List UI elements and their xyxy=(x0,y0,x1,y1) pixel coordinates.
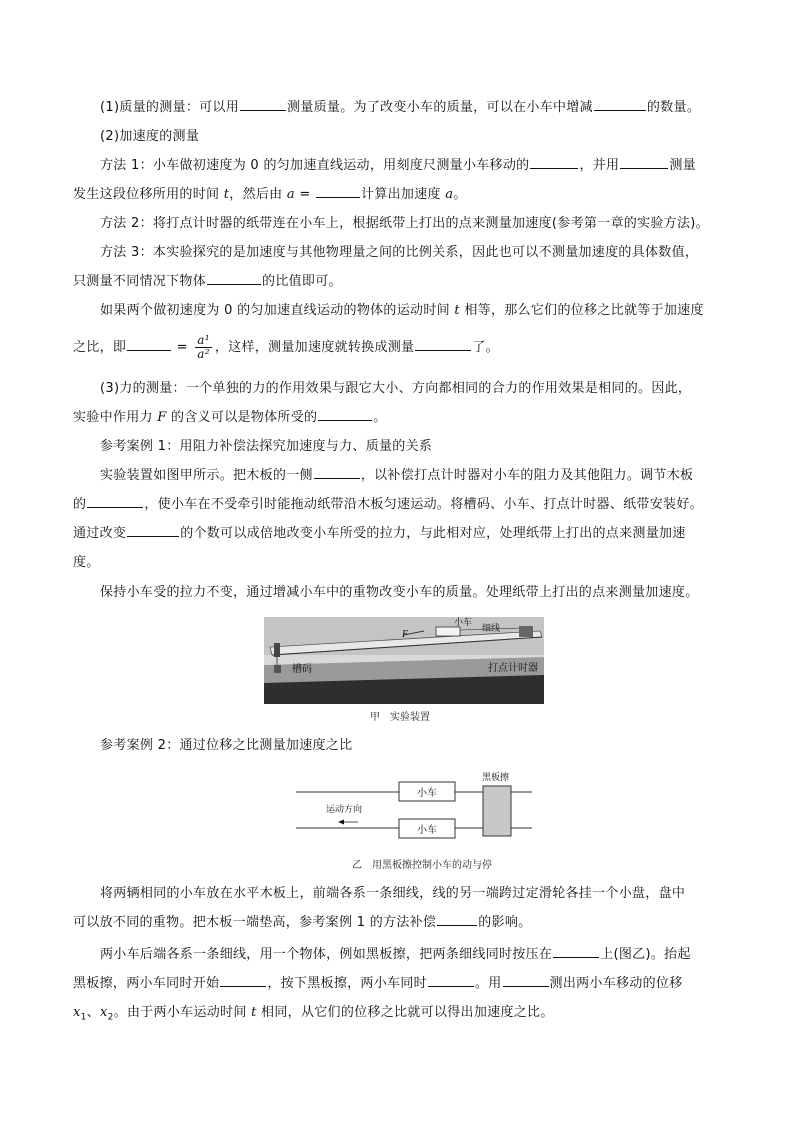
symbol: a xyxy=(286,187,295,202)
text: 只测量不同情况下物体 xyxy=(73,274,207,289)
text: 、 xyxy=(86,1005,100,1020)
text: ，按下黑板擦，两小车同时 xyxy=(267,976,427,991)
text: ，使小车在不受牵引时能拖动纸带沿木板匀速运动。将槽码、小车、打点计时器、纸带安装好。 xyxy=(144,497,703,512)
text: 。 xyxy=(373,410,387,425)
blank xyxy=(318,406,372,421)
text: 测量 xyxy=(669,158,696,173)
text: 的数量。 xyxy=(646,100,701,115)
case2-title: 参考案例 2：通过位移之比测量加速度之比 xyxy=(100,738,353,753)
text: 。用 xyxy=(474,976,502,991)
rope-label: 细线 xyxy=(482,624,501,634)
symbol: x xyxy=(99,1005,108,1020)
blank xyxy=(553,943,599,958)
text: ，然后由 xyxy=(229,187,287,202)
text: = xyxy=(172,340,193,355)
car-label: 小车 xyxy=(454,618,473,628)
para-a-line2 xyxy=(73,910,531,936)
text: 。由于两小车运动时间 xyxy=(113,1005,252,1020)
text: 方法 1：小车做初速度为 0 的匀加速直线运动，用刻度尺测量小车移动的 xyxy=(100,158,530,173)
force-line1: (3)力的测量：一个单独的力的作用效果与跟它大小、方向都相同的合力的作用效果是相同的。因此， xyxy=(100,381,692,396)
method3-line2 xyxy=(73,269,342,295)
text: 相等，那么它们的位移之比就等于加速度 xyxy=(459,303,704,318)
eraser-block xyxy=(483,786,511,836)
eraser-label: 黑板擦 xyxy=(482,773,510,783)
blank xyxy=(594,96,646,111)
case1-line3 xyxy=(73,521,686,547)
text: 的个数可以成倍地改变小车所受的拉力，与此相对应，处理纸带上打出的点来测量加速 xyxy=(180,526,686,541)
case1-line5: 保持小车受的拉力不变，通过增减小车中的重物改变小车的质量。处理纸带上打出的点来测量加速度。 xyxy=(100,585,699,600)
fraction-denominator: a² xyxy=(197,347,210,361)
para-b-line2 xyxy=(73,971,683,997)
text: 实验中作用力 xyxy=(73,410,158,425)
case1-line2 xyxy=(73,492,703,518)
text: 相同，从它们的位移之比就可以得出加速度之比。 xyxy=(256,1005,554,1020)
case1-line1 xyxy=(100,463,693,489)
text: 测出两小车移动的位移 xyxy=(549,976,683,991)
text: 通过改变 xyxy=(73,526,127,541)
para-b-line3 xyxy=(73,1000,554,1031)
text: 。 xyxy=(453,187,467,202)
text: 的影响。 xyxy=(478,915,532,930)
symbol: t xyxy=(223,187,230,202)
case1-line4: 度。 xyxy=(73,555,100,570)
text: 测量质量。为了改变小车的质量，可以在小车中增减 xyxy=(287,100,593,115)
text: 的含义可以是物体所受的 xyxy=(166,410,318,425)
method2-line: 方法 2：将打点计时器的纸带连在小车上，根据纸带上打出的点来测量加速度(参考第一章的实验方法)。 xyxy=(100,216,709,231)
arrow-head-icon xyxy=(338,820,344,825)
ratio-line1 xyxy=(100,298,704,324)
figure1-caption: 甲 实验装置 xyxy=(370,712,430,723)
text: 发生这段位移所用的时间 xyxy=(73,187,224,202)
text: 的比值即可。 xyxy=(262,274,342,289)
force-label: F xyxy=(402,629,409,640)
text: 之比，即 xyxy=(73,340,127,355)
para-a-line1: 将两辆相同的小车放在水平木板上，前端各系一条细线，线的另一端跨过定滑轮各挂一个小盘，盘中 xyxy=(100,886,686,901)
text: 如果两个做初速度为 0 的匀加速直线运动的物体的运动时间 xyxy=(100,303,455,318)
text: = xyxy=(294,187,316,202)
fraction xyxy=(195,334,212,361)
subscript: 2 xyxy=(107,1012,114,1023)
accel-heading: (2)加速度的测量 xyxy=(100,129,200,144)
text: 上(图乙)。抬起 xyxy=(600,947,691,962)
text: 两小车后端各系一条细线，用一个物体，例如黑板擦，把两条细线同时按压在 xyxy=(100,947,553,962)
blank xyxy=(127,522,179,537)
para-b-line1 xyxy=(100,942,691,968)
text: ，并用 xyxy=(579,158,620,173)
text: 的 xyxy=(73,497,87,512)
text: ，以补偿打点计时器对小车的阻力及其他阻力。调节木板 xyxy=(360,468,694,483)
blank xyxy=(314,464,360,479)
blank xyxy=(240,96,286,111)
case1-title: 参考案例 1：用阻力补偿法探究加速度与力、质量的关系 xyxy=(100,439,433,454)
blank xyxy=(530,154,578,169)
text: (1)质量的测量：可以用 xyxy=(100,100,240,115)
blank xyxy=(316,183,360,198)
timer-label: 打点计时器 xyxy=(488,663,538,674)
direction-label: 运动方向 xyxy=(326,805,363,815)
symbol: a xyxy=(445,187,454,202)
fraction-numerator: a¹ xyxy=(197,333,210,347)
blank xyxy=(207,270,261,285)
eraser-control-diagram xyxy=(296,770,532,844)
blank xyxy=(220,972,266,987)
symbol: x xyxy=(73,1005,81,1020)
blank xyxy=(437,911,477,926)
apparatus-illustration xyxy=(264,617,544,704)
text: ，这样，测量加速度就转换成测量 xyxy=(214,340,415,355)
force-line2 xyxy=(73,405,387,431)
text: 实验装置如图甲所示。把木板的一侧 xyxy=(100,468,313,483)
method1-line1 xyxy=(100,153,696,179)
car-label-top: 小车 xyxy=(417,788,437,799)
text: 可以放不同的重物。把木板一端垫高，参考案例 1 的方法补偿 xyxy=(73,915,437,930)
blank xyxy=(503,972,549,987)
car-label-bottom: 小车 xyxy=(417,825,437,836)
weights-label: 槽码 xyxy=(292,664,312,675)
ratio-line2 xyxy=(73,334,499,361)
symbol: t xyxy=(251,1005,257,1020)
subscript: 1 xyxy=(80,1012,87,1023)
symbol: t xyxy=(454,303,460,318)
figure2-caption: 乙 用黑板擦控制小车的动与停 xyxy=(352,860,492,871)
blank xyxy=(127,336,171,351)
text: 黑板擦，两小车同时开始 xyxy=(73,976,220,991)
blank xyxy=(87,493,143,508)
method1-line2 xyxy=(73,182,467,208)
method3-line1: 方法 3：本实验探究的是加速度与其他物理量之间的比例关系，因此也可以不测量加速度的具体数值， xyxy=(100,245,699,260)
experiment-apparatus-photo xyxy=(264,617,544,704)
text: 了。 xyxy=(472,340,499,355)
blank xyxy=(415,336,471,351)
blank xyxy=(620,154,668,169)
symbol: F xyxy=(157,410,167,425)
mass-paragraph xyxy=(100,95,700,121)
blank xyxy=(428,972,474,987)
text: 计算出加速度 xyxy=(361,187,446,202)
